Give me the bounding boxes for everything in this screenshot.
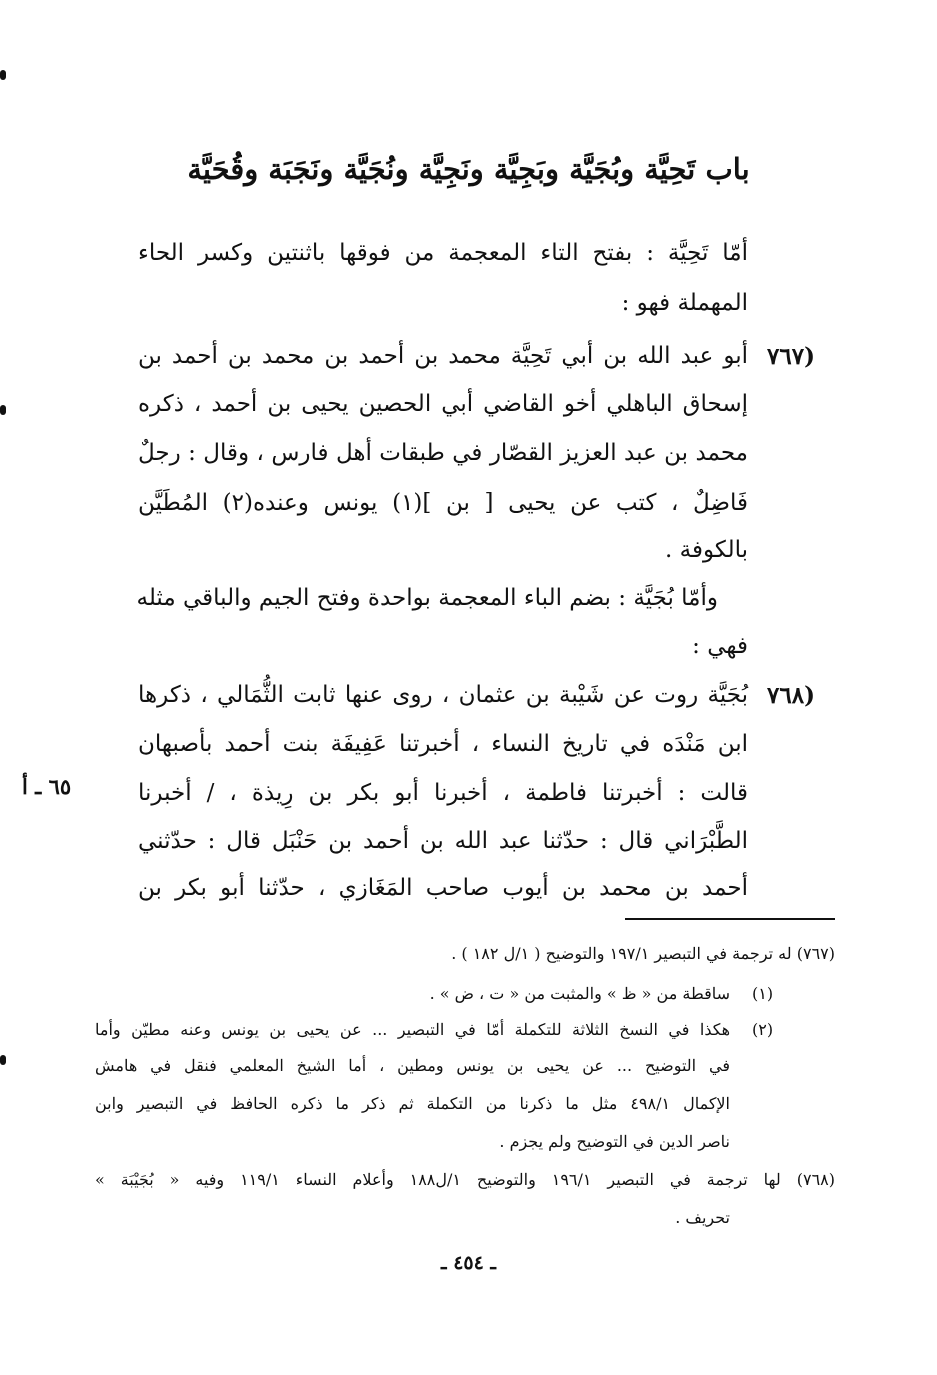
entry-768-line-4: الطَّبْرَاني قال : حدّثنا عبد الله بن أحمد بن حَنْبَل قال : حدّثني xyxy=(138,828,748,854)
footnote-2-line-3: الإكمال ٤٩٨/١ مثل ما ذكرنا من التكملة ثم ذكر ما ذكره الحافظ في التبصير وابن xyxy=(95,1094,731,1113)
footnote-separator xyxy=(625,918,835,920)
bujayya-line-2: فهي : xyxy=(692,633,748,659)
entry-767-line-4: فَاضِلٌ ، كتب عن يحيى [ بن ](١) يونس وعنده(٢) المُطَيَّن xyxy=(138,490,749,516)
entry-768-line-1: بُجَيَّة روت عن شَيْبة بن عثمان ، روى عنها ثابت الثُّمَالي ، ذكرها xyxy=(138,682,748,708)
footnote-2-line-2: في التوضيح ... عن يحيى بن يونس ومطين ، أما الشيخ المعلمي فنقل في هامش xyxy=(95,1056,730,1075)
entry-767-line-5: بالكوفة . xyxy=(665,537,748,563)
footnote-1: ساقطة من « ظ » والمثبت من « ت ، ض » . xyxy=(429,984,730,1003)
entry-768-line-3: قالت : أخبرتنا فاطمة ، أخبرنا أبو بكر بن رِيذة ، / أخبرنا xyxy=(138,780,748,806)
entry-number-767: (٧٦٧ xyxy=(767,343,815,370)
margin-folio-note: ٦٥ ـ أ xyxy=(22,774,72,799)
entry-number-768: (٧٦٨ xyxy=(767,682,815,709)
chapter-title: باب تَحِيَّة وبُجَيَّة وبَجِيَّة ونَجِيَّة ونُجَيَّة ونَجَبَة وقُحَيَّة xyxy=(187,152,750,186)
page-number: ـ ٤٥٤ ـ xyxy=(441,1252,496,1274)
footnote-2-line-4: ناصر الدين في التوضيح ولم يجزم . xyxy=(499,1132,730,1151)
footnote-2-label: (٢) xyxy=(752,1020,774,1039)
entry-767-line-2: إسحاق الباهلي أخو القاضي أبي الحصين يحيى بن أحمد ، ذكره xyxy=(138,391,748,417)
intro-line-1: أمّا تَحِيَّة : بفتح التاء المعجمة من فوقها باثنتين وكسر الحاء xyxy=(138,240,748,266)
scan-edge-mark xyxy=(0,1055,6,1065)
footnote-2-line-1: هكذا في النسخ الثلاثة للتكملة أمّا في التبصير ... عن يحيى بن يونس وعنه مطيّن وأما xyxy=(95,1020,730,1039)
bujayya-line-1: وأمّا بُجَيَّة : بضم الباء المعجمة بواحدة وفتح الجيم والباقي مثله xyxy=(136,585,718,611)
scan-edge-mark xyxy=(0,405,6,415)
footnote-768-line-1: (٧٦٨) لها ترجمة في التبصير ١٩٦/١ والتوضيح ١/ل١٨٨ وأعلام النساء ١١٩/١ وفيه « بُجَيْبَة » xyxy=(95,1170,836,1189)
footnote-767: (٧٦٧) له ترجمة في التبصير ١٩٧/١ والتوضيح ( ١/ل ١٨٢ ) . xyxy=(451,944,835,963)
entry-768-line-5: أحمد بن محمد بن أيوب صاحب المَغَازي ، حدّثنا أبو بكر بن xyxy=(138,875,748,901)
footnote-768-line-2: تحريف . xyxy=(675,1208,730,1227)
scan-edge-mark xyxy=(0,70,6,80)
footnote-1-label: (١) xyxy=(752,984,774,1003)
entry-767-line-1: أبو عبد الله بن أبي تَحِيَّة محمد بن أحمد بن محمد بن أحمد بن xyxy=(138,343,748,369)
entry-768-line-2: ابن مَنْدَه في تاريخ النساء ، أخبرتنا عَفِيفَة بنت أحمد بأصبهان xyxy=(138,731,748,757)
intro-line-2: المهملة فهو : xyxy=(621,290,748,316)
entry-767-line-3: محمد بن عبد العزيز القصّار في طبقات أهل فارس ، وقال : رجلٌ xyxy=(138,440,748,466)
